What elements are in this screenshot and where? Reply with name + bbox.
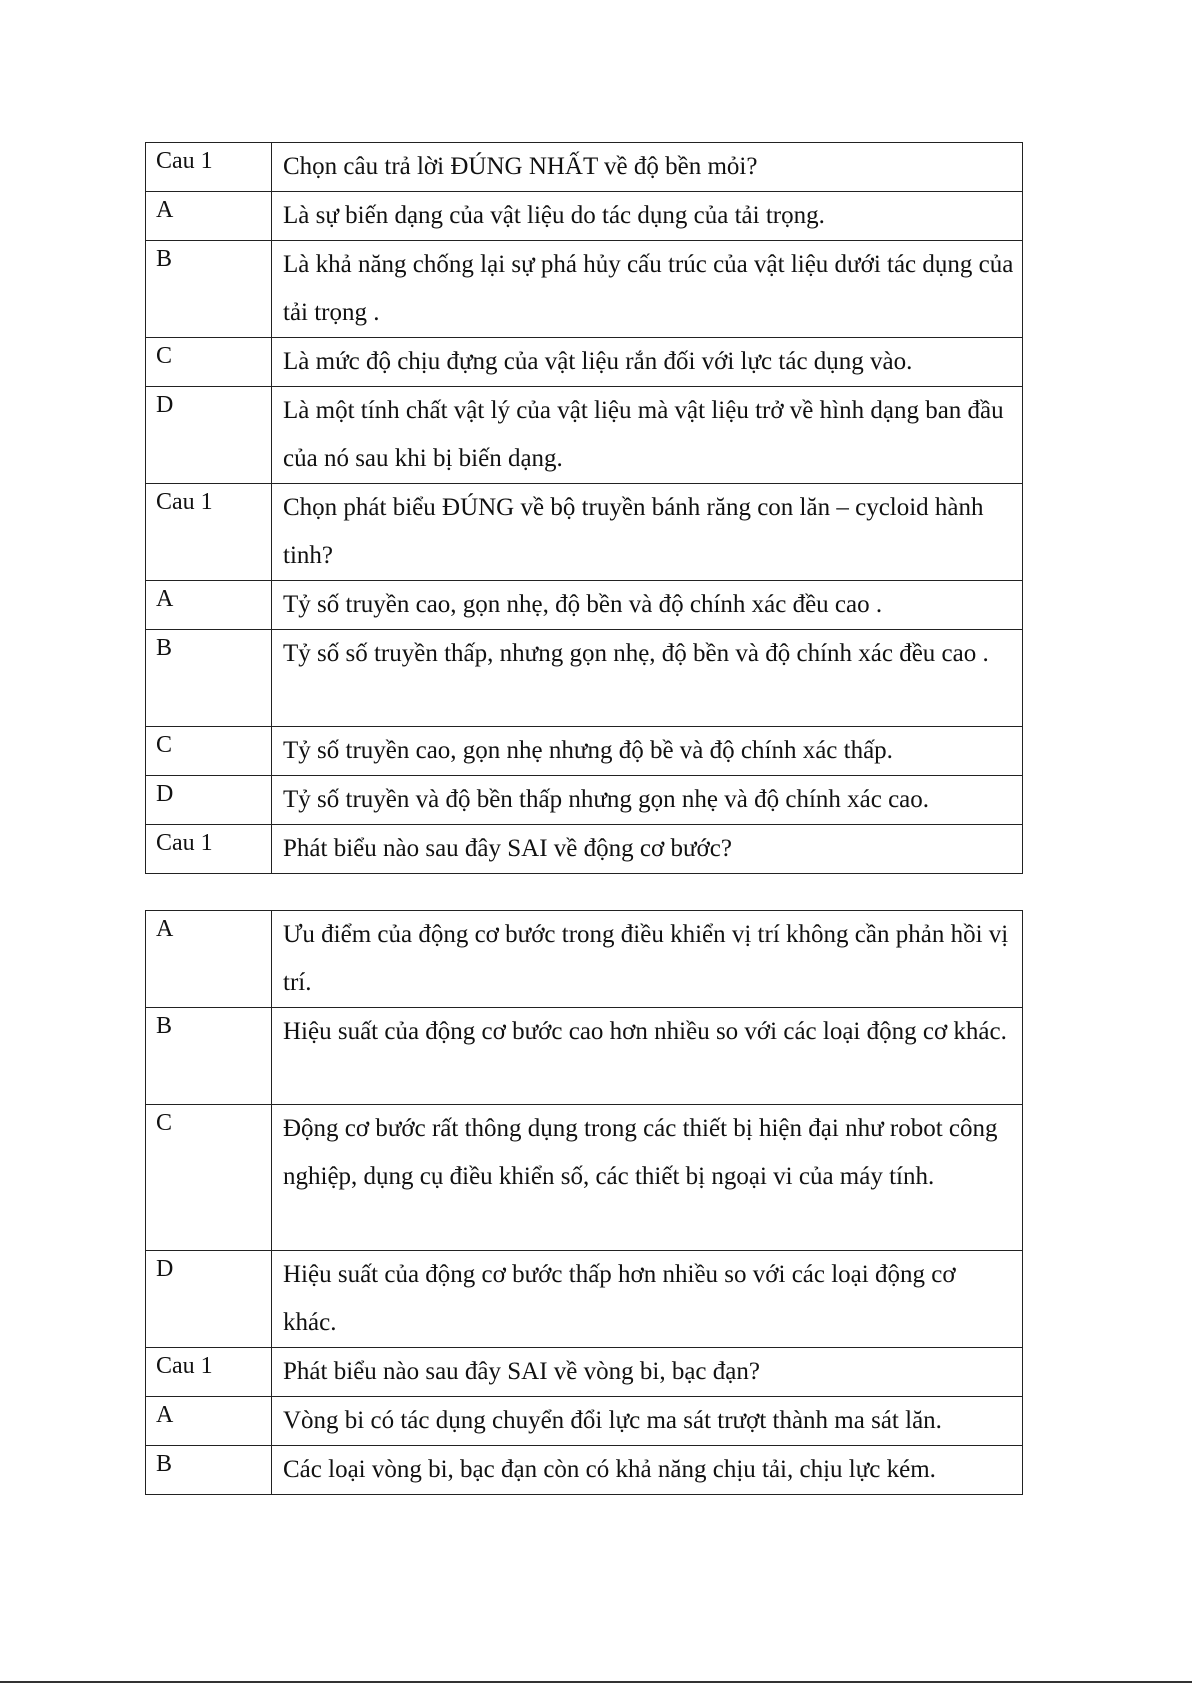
question-row: [146, 143, 1023, 192]
answer-row: [146, 1105, 1023, 1251]
row-label: C: [146, 1105, 272, 1251]
answer-text: Ưu điểm của động cơ bước trong điều khiển vị trí không cần phản hồi vị trí.: [272, 911, 1023, 1008]
answer-row: [146, 1446, 1023, 1495]
row-label: D: [146, 776, 272, 825]
answer-row: [146, 338, 1023, 387]
row-label: B: [146, 630, 272, 727]
answer-text: Tỷ số truyền cao, gọn nhẹ, độ bền và độ chính xác đều cao .: [272, 581, 1023, 630]
answer-text: Động cơ bước rất thông dụng trong các thiết bị hiện đại như robot công nghiệp, dụng cụ điều khiển số, các thiết bị ngoại vi của máy tính.: [272, 1105, 1023, 1251]
answer-row: [146, 1008, 1023, 1105]
answer-row: [146, 241, 1023, 338]
answer-row: [146, 192, 1023, 241]
row-label: A: [146, 1397, 272, 1446]
row-label: D: [146, 387, 272, 484]
answer-row: [146, 630, 1023, 727]
answer-text: Hiệu suất của động cơ bước cao hơn nhiều so với các loại động cơ khác.: [272, 1008, 1023, 1105]
question-row: [146, 484, 1023, 581]
question-row: [146, 825, 1023, 874]
answer-row: [146, 581, 1023, 630]
answer-text: Tỷ số truyền cao, gọn nhẹ nhưng độ bề và độ chính xác thấp.: [272, 727, 1023, 776]
answer-text: Hiệu suất của động cơ bước thấp hơn nhiều so với các loại động cơ khác.: [272, 1251, 1023, 1348]
answer-row: [146, 776, 1023, 825]
answer-row: [146, 911, 1023, 1008]
row-label: C: [146, 727, 272, 776]
question-text: Phát biểu nào sau đây SAI về vòng bi, bạc đạn?: [272, 1348, 1023, 1397]
question-text: Chọn phát biểu ĐÚNG về bộ truyền bánh răng con lăn – cycloid hành tinh?: [272, 484, 1023, 581]
question-table-1: [145, 142, 1023, 874]
row-label: B: [146, 1446, 272, 1495]
row-label: C: [146, 338, 272, 387]
row-label: Cau 1: [146, 484, 272, 581]
question-text: Chọn câu trả lời ĐÚNG NHẤT về độ bền mỏi?: [272, 143, 1023, 192]
answer-text: Các loại vòng bi, bạc đạn còn có khả năng chịu tải, chịu lực kém.: [272, 1446, 1023, 1495]
row-label: Cau 1: [146, 1348, 272, 1397]
row-label: B: [146, 241, 272, 338]
answer-text: Là một tính chất vật lý của vật liệu mà vật liệu trở về hình dạng ban đầu của nó sau khi bị biến dạng.: [272, 387, 1023, 484]
answer-text: Tỷ số truyền và độ bền thấp nhưng gọn nhẹ và độ chính xác cao.: [272, 776, 1023, 825]
answer-row: [146, 387, 1023, 484]
row-label: A: [146, 581, 272, 630]
row-label: Cau 1: [146, 143, 272, 192]
answer-row: [146, 1397, 1023, 1446]
question-table-2: [145, 910, 1023, 1495]
answer-text: Là khả năng chống lại sự phá hủy cấu trúc của vật liệu dưới tác dụng của tải trọng .: [272, 241, 1023, 338]
row-label: A: [146, 911, 272, 1008]
answer-text: Vòng bi có tác dụng chuyển đổi lực ma sát trượt thành ma sát lăn.: [272, 1397, 1023, 1446]
question-text: Phát biểu nào sau đây SAI về động cơ bước?: [272, 825, 1023, 874]
answer-text: Là sự biến dạng của vật liệu do tác dụng của tải trọng.: [272, 192, 1023, 241]
page-bottom-rule: [0, 1681, 1192, 1683]
answer-text: Là mức độ chịu đựng của vật liệu rắn đối với lực tác dụng vào.: [272, 338, 1023, 387]
row-label: B: [146, 1008, 272, 1105]
question-row: [146, 1348, 1023, 1397]
answer-row: [146, 1251, 1023, 1348]
row-label: Cau 1: [146, 825, 272, 874]
row-label: A: [146, 192, 272, 241]
row-label: D: [146, 1251, 272, 1348]
answer-text: Tỷ số số truyền thấp, nhưng gọn nhẹ, độ bền và độ chính xác đều cao .: [272, 630, 1023, 727]
answer-row: [146, 727, 1023, 776]
